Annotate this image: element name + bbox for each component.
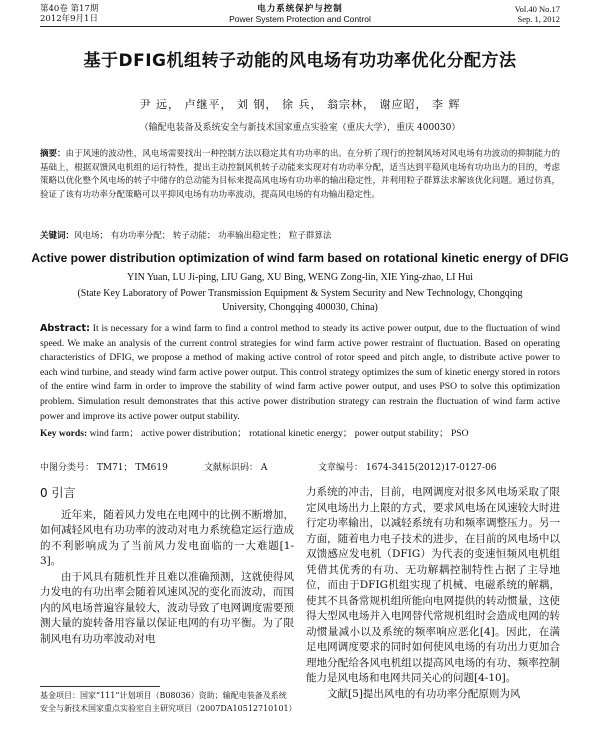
body-paragraph: 由于风具有随机性并且难以准确预测，这就使得风力发电的有功出率会随着风速风况的变化而波动，而国内的风电场普遍容量较大，波动导致了电网调度需要预测大量的旋转备用容量以保证电网的有功平衡。为了限制风电有功功率波动对电 bbox=[40, 570, 294, 645]
class-number: 中图分类号： TM71； TM619 bbox=[40, 463, 168, 473]
abstract-en-text: It is necessary for a wind farm to find a control method to steady its active power output, due to the fluctuation of wind speed. We make an analysis of the current control strategies for wind farm active power restraint of fluctuation. Based on operating characteristics of DFIG, we propose a method of making active control of rotor speed and pitch angle, to distribute active power to each wind turbine, and steady wind farm active power output. This control strategy optimizes the sum of kinetic energy stored in rotors of the entire wind farm in order to improve the stability of wind farm active power output, and uses PSO to solve this optimization problem. Simulation result demonstrates that this active power distribution strategy can restrain the fluctuation of wind farm active power and improve its active power output stability. bbox=[40, 323, 560, 422]
paper-title-en: Active power distribution optimization of wind farm based on rotational kinetic energy of DFIG bbox=[31, 251, 569, 265]
abstract-en-label: Abstract: bbox=[40, 323, 90, 334]
header-journal-cn: 电力系统保护与控制 bbox=[257, 4, 343, 14]
body-column-left bbox=[40, 486, 294, 647]
header-volume-cn: 第40卷 第17期 bbox=[40, 4, 99, 14]
header-volume-en: Vol.40 No.17 bbox=[514, 4, 560, 14]
authors-cn: 尹 远， 卢继平， 刘 钢， 徐 兵， 翁宗林， 谢应昭， 李 辉 bbox=[139, 98, 461, 111]
header-date-cn: 2012年9月1日 bbox=[40, 14, 98, 24]
authors-en: YIN Yuan, LU Ji-ping, LIU Gang, XU Bing, WENG Zong-lin, XIE Ying-zhao, LI Hui bbox=[127, 272, 473, 283]
paper-title-cn: 基于DFIG机组转子动能的风电场有功功率优化分配方法 bbox=[83, 51, 517, 71]
body-paragraph: 文献[5]提出风电的有功功率分配原则为风 bbox=[327, 687, 521, 700]
running-header bbox=[40, 4, 560, 26]
keywords-en-text: wind farm； active power distribution； rotational kinetic energy； power output stability； PSO bbox=[89, 428, 469, 439]
affiliation-cn: （输配电装备及系统安全与新技术国家重点实验室（重庆大学），重庆 400030） bbox=[139, 123, 461, 133]
abstract-en bbox=[40, 322, 560, 424]
abstract-cn-label: 摘要： bbox=[40, 149, 66, 159]
abstract-cn bbox=[40, 148, 560, 202]
affiliation-en: (State Key Laboratory of Power Transmission Equipment & System Security and New Technology, Chongqing University, Chongqing 400030, China) bbox=[77, 288, 523, 313]
header-journal-en: Power System Protection and Control bbox=[229, 14, 371, 24]
keywords-cn bbox=[40, 230, 560, 243]
header-rule bbox=[40, 26, 560, 27]
keywords-cn-label: 关键词： bbox=[40, 231, 75, 241]
body-paragraph: 近年来，随着风力发电在电网中的比例不断增加，如何减轻风电有功功率的波动对电力系统稳定运行造成的不利影响成为了当前风力发电面临的一大难题[1-3]。 bbox=[40, 508, 294, 567]
section-heading: 0 引言 bbox=[40, 486, 76, 500]
body-column-right bbox=[306, 485, 560, 702]
footnote-rule bbox=[40, 686, 160, 687]
header-date-en: Sep. 1, 2012 bbox=[517, 14, 560, 24]
keywords-en-label: Key words: bbox=[40, 428, 88, 439]
keywords-cn-text: 风电场； 有功功率分配； 转子动能； 功率输出稳定性； 粒子群算法 bbox=[74, 231, 332, 241]
body-paragraph: 力系统的冲击，目前，电网调度对很多风电场采取了限定风电场出力上限的方式，要求风电场在风速较大时进行定功率输出，以减轻系统有功和频率调整压力。另一方面，随着电力电子技术的进步，在目前的风电场中以双馈感应发电机（DFIG）为代表的变速恒频风电机组凭借其优秀的有功、无功解耦控制特性占据了主导地位，而由于DFIG机组实现了机械、电磁系统的解耦，使其不具备常规机组所能向电网提供的转动惯量，这使得大型风电场并入电网替代常规机组时会造成电网的转动惯量减小以及系统的频率响应恶化[4]。因此，在满足电网调度要求的同时如何使风电场的有功出力更加合理地分配给各风电机组以提高风电场的有功、频率控制能力是风电场和电网共同关心的问题[4-10]。 bbox=[306, 486, 560, 684]
abstract-cn-text: 由于风速的波动性，风电场需要找出一种控制方法以稳定其有功功率的出。在分析了现行的控制风场对风电场有功波动的抑制能力的基础上，根据双馈风电机组的运行特性，提出主动控制风机转子动能来实现对有功功率分配，适当达到平稳风电场有功功出力的目的，考虑策略以优化整个风电场的转子中储存的总动能为目标来提高风电场有功功率的输出稳定性，并利用粒子群算法求解该优化问题。通过仿真，验证了该有功功率分配策略可以平抑风电场有功功率波动，提高风电场的有功输出稳定性。 bbox=[40, 149, 560, 200]
article-number: 文章编号： 1674-3415(2012)17-0127-06 bbox=[318, 463, 497, 473]
funding-footnote: 基金项目：国家“111”计划项目（B08036）资助；输配电装备及系统安全与新技术国家重点实验室自主研究项目（2007DA10512710101） bbox=[40, 691, 297, 713]
keywords-en bbox=[40, 427, 560, 440]
document-code: 文献标识码： A bbox=[204, 463, 268, 473]
